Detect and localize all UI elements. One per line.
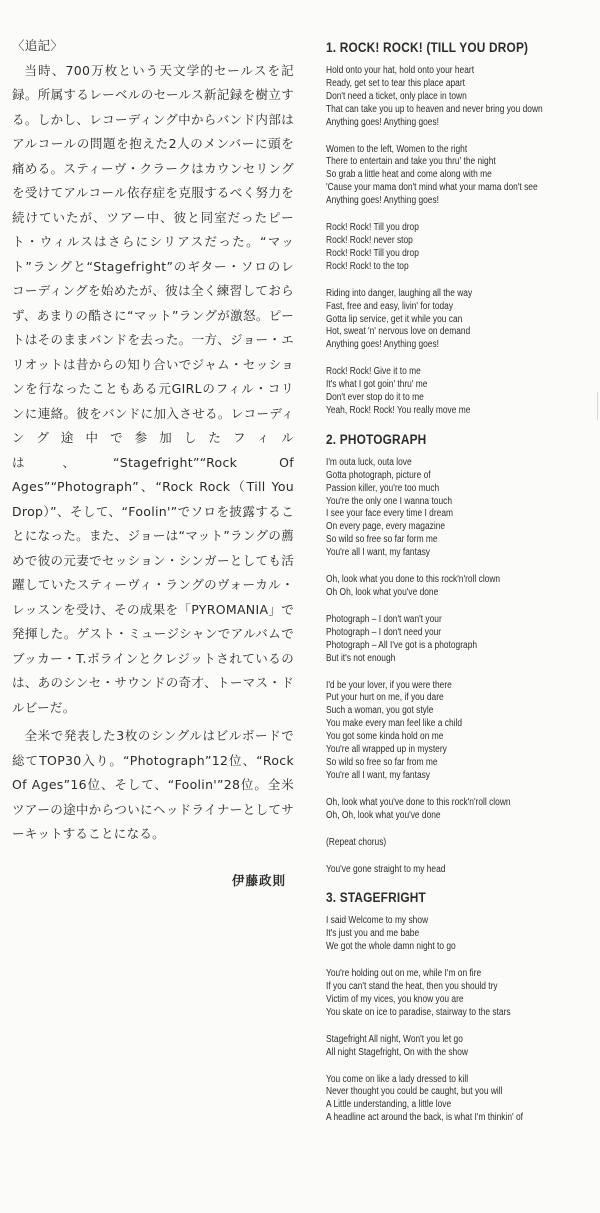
lyric-stanza (326, 1034, 592, 1060)
notes-author: 伊藤政則 (231, 872, 286, 888)
lyric-line: Women to the left, Women to the right (326, 143, 468, 155)
lyric-line: Don't ever stop do it to me (326, 392, 424, 404)
lyric-line: A headline act around the back, is what I'm thinkin' of (326, 1112, 523, 1124)
lyric-line: Gotta photograph, picture of (326, 469, 431, 481)
lyric-line: Passion killer, you're too much (326, 482, 440, 494)
notes-paragraph-1: 当時、700万枚という天文学的セールスを記録。所属するレーベルのセールス新記録を樹立する。しかし、レコーディング中からバンド内部はアルコールの問題を抱えた2人のメンバーに頭を痛める。スティーヴ・クラークはカウンセリングを受けてアルコール依存症を克服するべく努力を続けていたが、ツアー中、彼と同室だったピート・ウィルスはさらにシリアスだった。“マット”ラングと“Stagefright”のギター・ソロのレコーディングを始めたが、彼は全く練習しておらず、あまりの酷さに“マット”ラングが激怒。ピートはそのままバンドを去った。一方、ジョー・エリオットは昔からの知り合いでジャム・セッションを行なったこともある元GIRLのフィル・コリンに連絡。彼をバンドに加入させる。レコーディング途中で参加したフィルは、“Stagefright”“Rock Of Ages”“Photograph”、“Rock Rock（Till You Drop）”、そして、“Foolin'”でソロを披露することになった。また、ジョーは“マット”ラングの薦めで彼の元妻でセッション・シンガーとしても活躍していたスティーヴィ・ラングのヴォーカル・レッスンを受け、その成果を「PYROMANIA」で発揮した。ゲスト・ミュージシャンでアルバムでブッカー・T.ボラインとクレジットされているのは、あのシンセ・サウンドの奇才、トーマス・ドルビーだ。 (12, 62, 294, 715)
lyric-line: Stagefright All night, Won't you let go (326, 1033, 463, 1045)
lyric-line: But it's not enough (326, 652, 396, 664)
lyric-line: It's just you and me babe (326, 928, 420, 940)
lyric-line: You've gone straight to my head (326, 863, 446, 875)
lyric-line: Hold onto your hat, hold onto your heart (326, 65, 475, 76)
lyric-stanza (326, 222, 592, 274)
lyric-line: Ready, get set to tear this place apart (326, 77, 465, 89)
lyric-line: All night Stagefright, On with the show (326, 1046, 468, 1058)
lyric-line: Such a woman, you got style (326, 705, 434, 717)
lyric-stanza (326, 837, 592, 850)
lyric-line: So wild so free so far form me (326, 534, 438, 546)
lyric-stanza (326, 288, 592, 353)
lyric-line: Fast, free and easy, livin' for today (326, 300, 454, 312)
lyric-line: Anything goes! Anything goes! (326, 116, 440, 128)
lyric-line: Rock! Rock! never stop (326, 234, 413, 246)
song-section (326, 432, 592, 877)
notes-heading: 〈追記〉 (12, 38, 64, 53)
song-title: 2. PHOTOGRAPH (326, 431, 427, 447)
lyric-line: Oh, look what you've done to this rock'n'roll clown (326, 796, 511, 808)
lyric-line: Hot, sweat 'n' nervous love on demand (326, 326, 471, 338)
lyric-line: 'Cause your mama don't mind what your mama don't see (326, 182, 538, 194)
lyric-line: So wild so free so far from me (326, 756, 438, 768)
lyric-line: You're all I want, my fantasy (326, 769, 431, 781)
lyric-line: I'd be your lover, if you were there (326, 679, 452, 691)
lyric-line: There to entertain and take you thru' the night (326, 156, 496, 168)
lyric-line: Oh, Oh, look what you've done (326, 809, 441, 821)
page-fold-mark (597, 392, 598, 420)
lyric-line: Photograph – I don't wan't your (326, 613, 442, 625)
lyric-line: You come on like a lady dressed to kill (326, 1073, 469, 1085)
lyric-line: Anything goes! Anything goes! (326, 195, 440, 207)
lyric-stanza (326, 144, 592, 209)
lyric-line: We got the whole damn night to go (326, 941, 456, 953)
lyric-line: Don't need a ticket, only place in town (326, 90, 467, 102)
lyric-line: Never thought you could be caught, but you will (326, 1086, 503, 1098)
lyric-stanza (326, 915, 592, 954)
lyric-stanza (326, 457, 592, 560)
lyric-stanza (326, 366, 592, 418)
lyric-line: You skate on ice to paradise, stairway to the stars (326, 1006, 511, 1018)
lyric-stanza (326, 968, 592, 1020)
lyric-line: Anything goes! Anything goes! (326, 339, 440, 351)
lyric-line: Oh, look what you done to this rock'n'roll clown (326, 574, 501, 586)
lyric-stanza (326, 680, 592, 783)
song-title: 1. ROCK! ROCK! (TILL YOU DROP) (326, 40, 529, 55)
lyric-line: On every page, every magazine (326, 521, 446, 533)
lyric-line: It's what I got goin' thru' me (326, 379, 428, 391)
song-section (326, 40, 592, 418)
lyric-line: Photograph – I don't need your (326, 626, 442, 638)
lyrics-column (326, 40, 592, 1139)
lyric-line: Rock! Rock! Till you drop (326, 222, 419, 234)
lyric-stanza (326, 574, 592, 600)
lyric-line: Rock! Rock! Till you drop (326, 247, 419, 259)
lyric-line: So grab a little heat and come along with me (326, 169, 492, 181)
lyric-line: If you can't stand the heat, then you should try (326, 981, 498, 993)
lyric-line: Victim of my vices, you know you are (326, 993, 464, 1005)
japanese-notes-column (12, 34, 294, 893)
lyric-line: I'm outa luck, outa love (326, 456, 412, 468)
lyric-line: Photograph – All I've got is a photograph (326, 639, 478, 651)
lyric-line: Gotta lip service, get it while you can (326, 313, 463, 325)
lyric-stanza (326, 614, 592, 666)
song-section (326, 890, 592, 1125)
lyric-line: Oh Oh, look what you've done (326, 587, 439, 598)
lyric-line: You make every man feel like a child (326, 718, 463, 730)
lyric-line: A Little understanding, a little love (326, 1099, 452, 1111)
lyric-line: (Repeat chorus) (326, 836, 387, 848)
lyric-line: Rock! Rock! to the top (326, 260, 409, 272)
lyric-line: You're all I want, my fantasy (326, 547, 431, 559)
song-title: 3. STAGEFRIGHT (326, 890, 426, 906)
notes-paragraph-2: 全米で発表した3枚のシングルはビルボードで総てTOP30入り。“Photograph”12位、“Rock Of Ages”16位、そして、“Foolin'”28位。全米ツアーの途中からついにヘッドライナーとしてサーキットすることになる。 (12, 728, 294, 841)
lyric-line: Put your hurt on me, if you dare (326, 692, 444, 704)
lyric-stanza (326, 1074, 592, 1126)
lyric-line: Rock! Rock! Give it to me (326, 366, 421, 378)
lyric-line: You're all wrapped up in mystery (326, 744, 447, 756)
lyric-line: I said Welcome to my show (326, 915, 429, 927)
lyric-line: Riding into danger, laughing all the way (326, 287, 473, 299)
lyric-line: I see your face every time I dream (326, 508, 453, 520)
lyric-line: You got some kinda hold on me (326, 731, 444, 743)
lyric-line: You're holding out on me, while I'm on fire (326, 968, 482, 980)
lyric-line: That can take you up to heaven and never bring you down (326, 103, 543, 115)
lyric-line: Yeah, Rock! Rock! You really move me (326, 404, 471, 416)
lyric-stanza (326, 65, 592, 130)
lyric-stanza (326, 797, 592, 823)
lyric-stanza (326, 864, 592, 877)
lyric-line: You're the only one I wanna touch (326, 495, 452, 507)
